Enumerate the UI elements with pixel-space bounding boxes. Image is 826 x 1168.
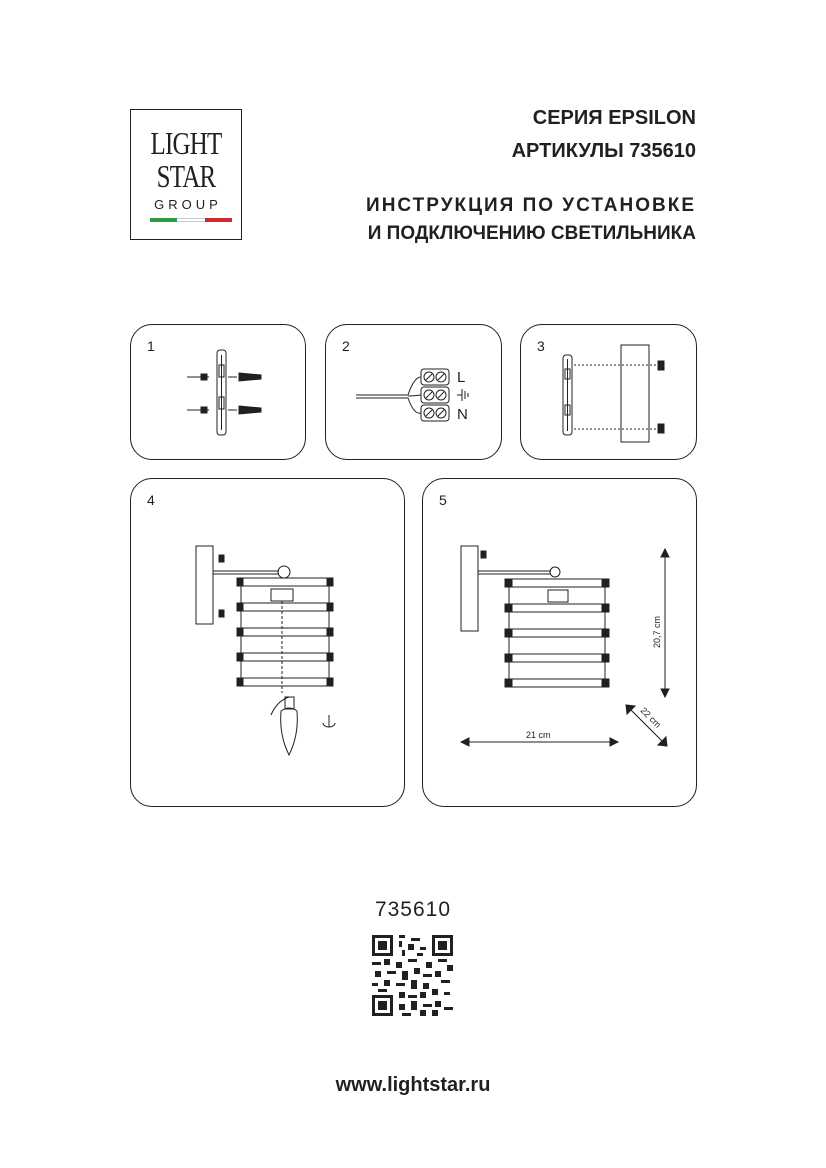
logo-text-star: STAR (156, 158, 216, 194)
step-panel-1 (130, 324, 306, 460)
series-title: СЕРИЯ EPSILON (532, 107, 696, 129)
width-dimension-label: 21 cm (526, 730, 551, 740)
step-panel-4 (130, 478, 405, 807)
step-panel-5 (422, 478, 697, 807)
fixture-attach-diagram (521, 325, 698, 461)
height-dimension-label: 20,7 cm (652, 615, 662, 648)
step-panel-2 (325, 324, 502, 460)
italian-flag-stripe (150, 218, 232, 222)
step-number: 4 (147, 492, 155, 508)
terminal-block-diagram (326, 325, 503, 461)
lightstar-logo (130, 109, 242, 240)
step-number: 2 (342, 338, 350, 354)
qr-code[interactable] (372, 935, 453, 1016)
terminal-label-n: N (457, 406, 468, 423)
instruction-title-line1: ИНСТРУКЦИЯ ПО УСТАНОВКЕ (366, 195, 696, 216)
step-number: 5 (439, 492, 447, 508)
instruction-title-line2: И ПОДКЛЮЧЕНИЮ СВЕТИЛЬНИКА (367, 223, 696, 244)
step-number: 3 (537, 338, 545, 354)
ground-icon (457, 389, 468, 401)
product-code: 735610 (374, 898, 452, 921)
step-number: 1 (147, 338, 155, 354)
logo-text-light: LIGHT (150, 125, 222, 161)
step-panel-3 (520, 324, 697, 460)
dimensions-diagram (423, 479, 698, 808)
depth-dimension-label: 22 cm (638, 705, 663, 730)
logo-text-group: GROUP (154, 197, 222, 212)
lamp-assembly-diagram (131, 479, 406, 808)
article-number: АРТИКУЛЫ 735610 (511, 140, 696, 162)
terminal-label-l: L (457, 369, 466, 386)
mounting-plate-diagram (131, 325, 307, 461)
website-link[interactable]: www.lightstar.ru (335, 1074, 491, 1096)
